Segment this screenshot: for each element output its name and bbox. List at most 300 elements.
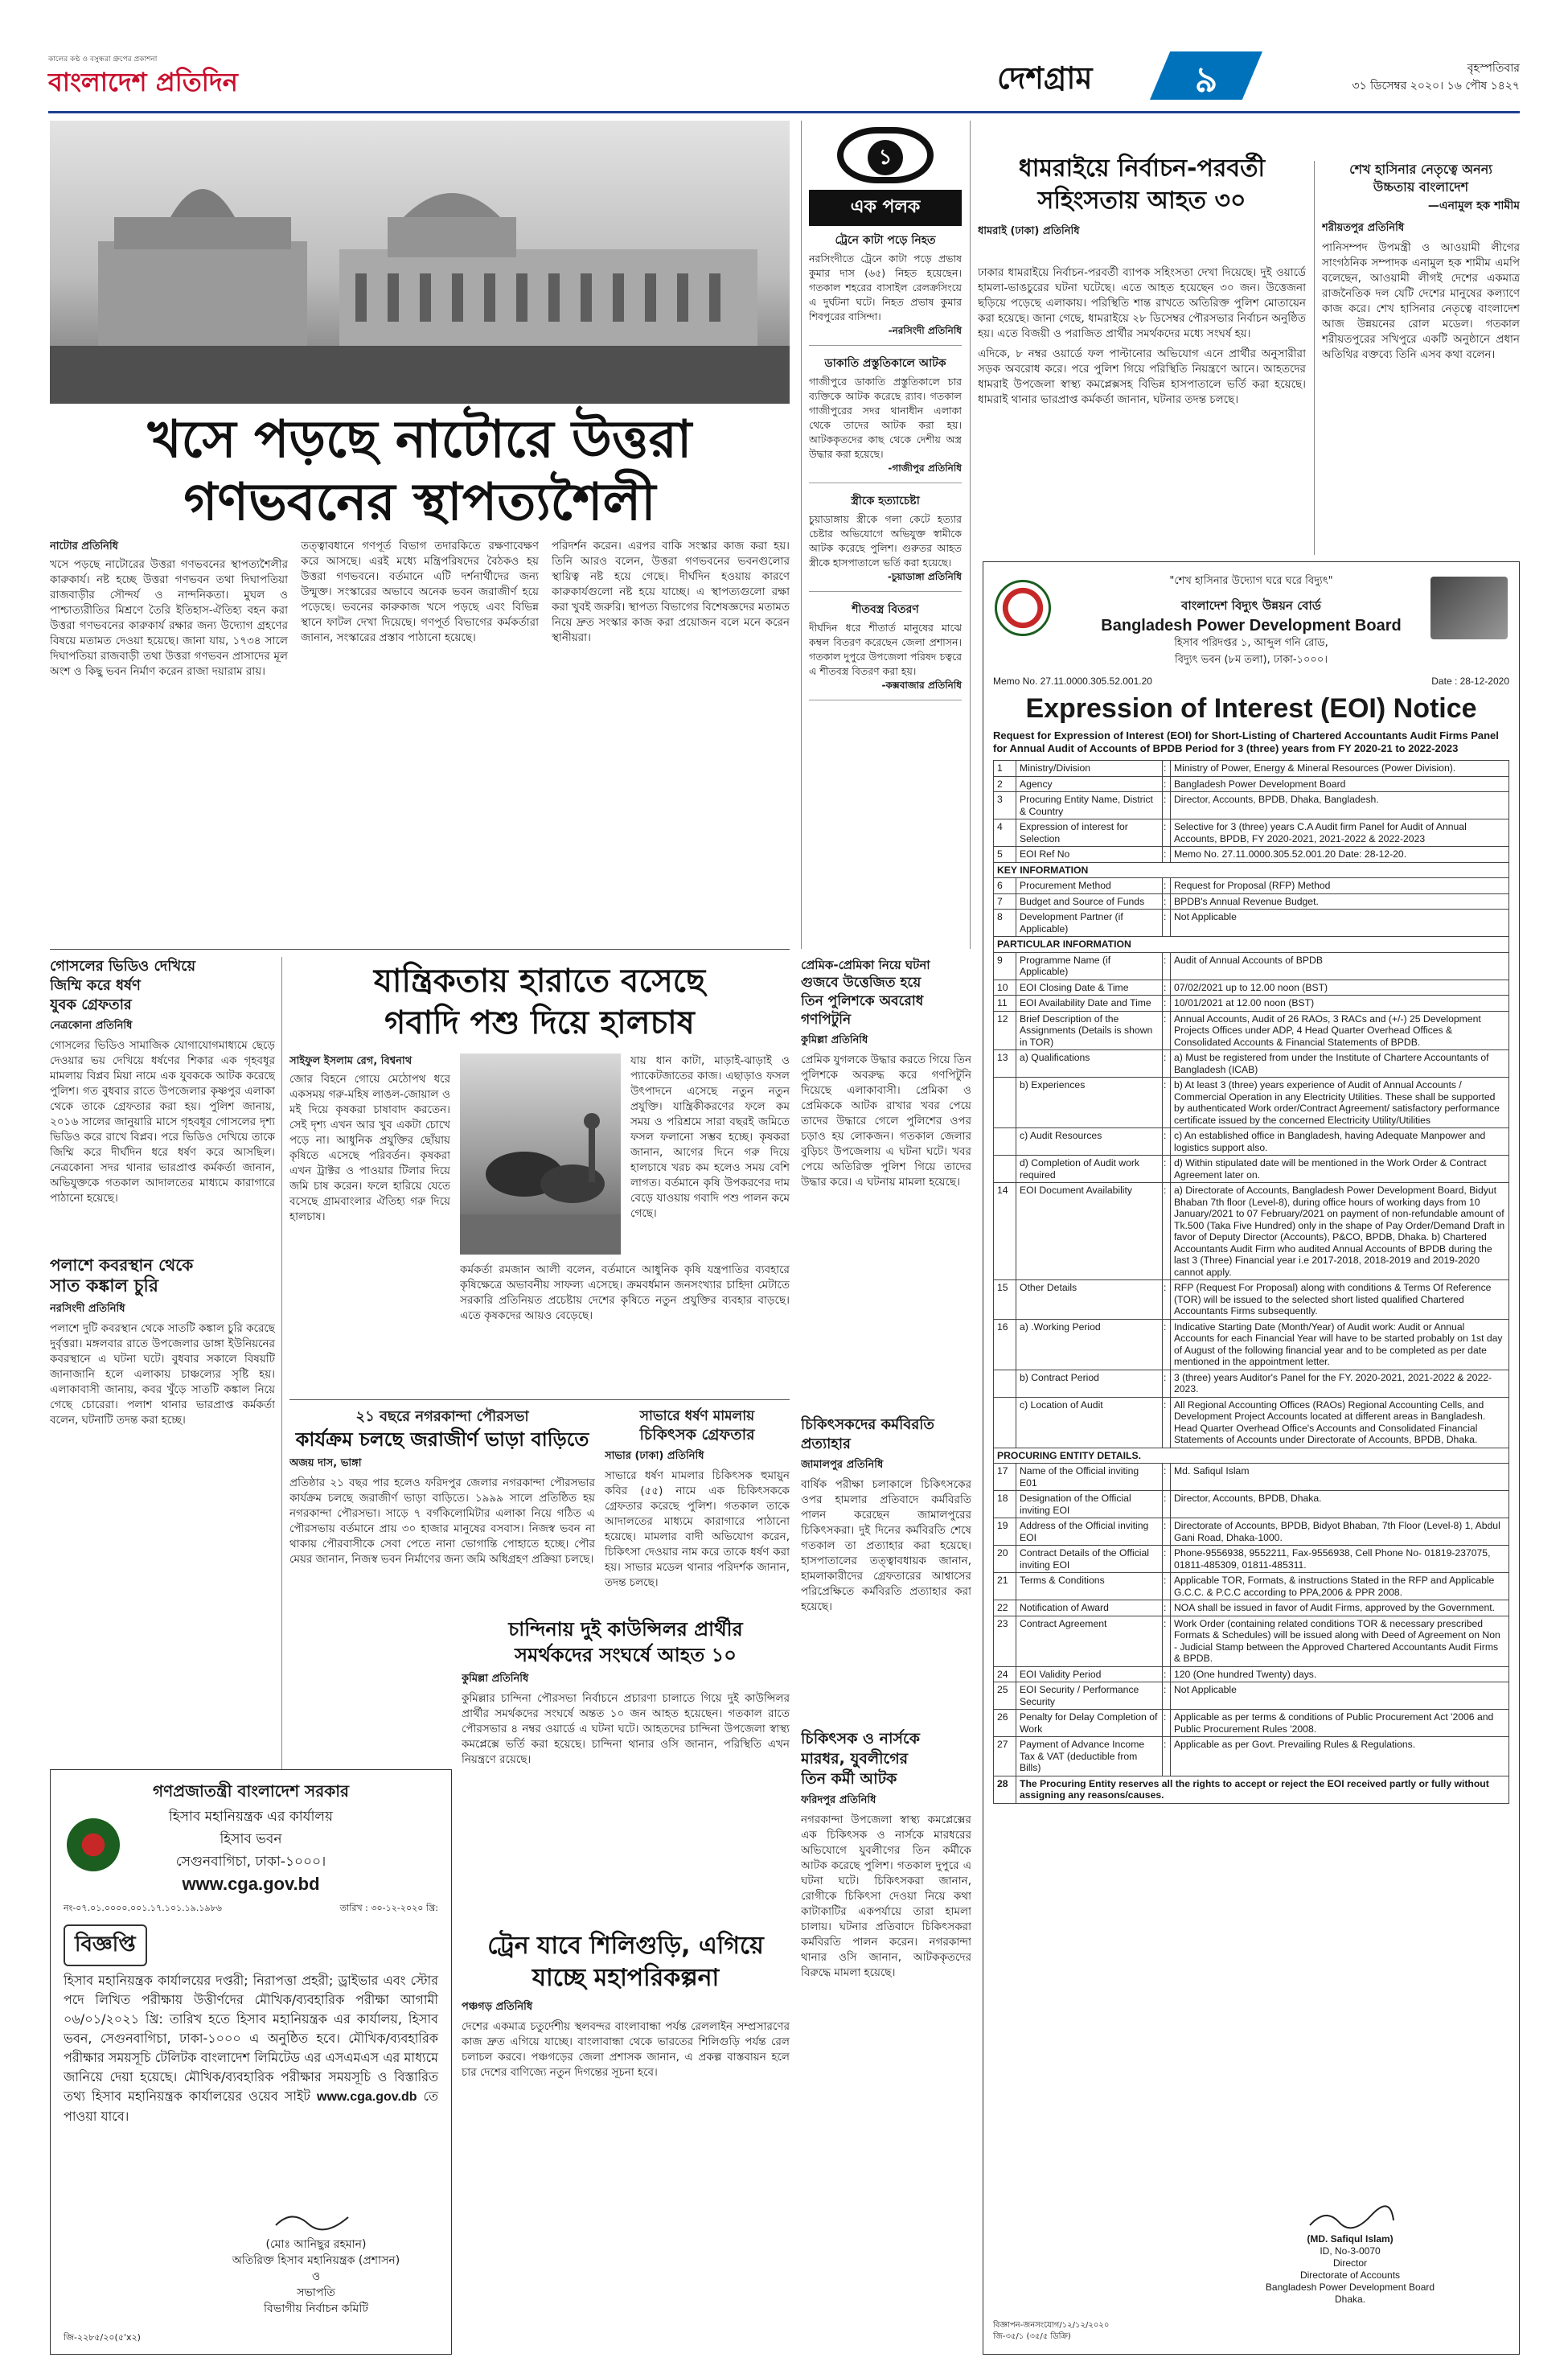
eoi-row-number: 24 xyxy=(994,1666,1016,1682)
plough-col3 xyxy=(460,1263,790,1391)
eoi-table-row xyxy=(994,952,1509,980)
eoi-table-row xyxy=(994,1050,1509,1078)
train-article xyxy=(462,1930,790,2171)
eoi-row-value: Request for Proposal (RFP) Method xyxy=(1171,878,1509,894)
eoi-row-number: 3 xyxy=(994,792,1016,819)
eoi-row-value: d) Within stipulated date will be mentioned in the Work Order & Contract Agreement later on. xyxy=(1171,1156,1509,1183)
eoi-row-colon: : xyxy=(1163,893,1171,910)
section-title: দেশগ্রাম xyxy=(997,60,1093,96)
cga-title: বিজ্ঞপ্তি xyxy=(64,1924,147,1966)
rule-plough-bottom xyxy=(289,1399,790,1400)
ek-palok-column xyxy=(809,121,962,949)
eoi-row-colon: : xyxy=(1163,1710,1171,1737)
eoi-row-key: Procurement Method xyxy=(1016,878,1163,894)
eoi-section-row xyxy=(994,1448,1509,1464)
eoi-bn-addr2: বিদ্যুৎ ভবন (৮ম তলা), ঢাকা-১০০০। xyxy=(1175,654,1328,666)
rape-body: গোসলের ভিডিও সামাজিক যোগাযোগমাধ্যমে ছেড়ে দেওয়ার ভয় দেখিয়ে ধর্ষণের শিকার এক গৃহবধূর মামলায় বিপ্লব মিয়া নামে এক যুবককে আটক করেছে পুলিশ। গত বুধবার রাতে উপজেলার কৃষ্ণপুর এলাকা থেকে তাকে গ্রেফতার করা হয়। পুলিশ জানায়, ২০১৬ সালের জানুয়ারি মাসে গৃহবধূর গোসলের দৃশ্য ভিডিও করে রাখে বিপ্লব। পরে ভিডিও দেখিয়ে তাকে জিম্মি করে দীর্ঘদিন ধরে ধর্ষণ করে আসছিল। নেত্রকোনা সদর থানার ভারপ্রাপ্ত কর্মকর্তা জানান, অভিযুক্তকে গতকাল আদালতের মাধ্যমে কারাগারে পাঠানো হয়েছে। xyxy=(50,1039,275,1205)
doctors-headline-line1: চিকিৎসকদের কর্মবিরতি xyxy=(801,1416,934,1433)
eoi-bn-org: বাংলাদেশ বিদ্যুৎ উন্নয়ন বোর্ড xyxy=(1181,598,1321,613)
eye-icon-number: ১ xyxy=(868,140,903,175)
eoi-row-number: 22 xyxy=(994,1600,1016,1616)
rule-rape-right xyxy=(281,957,282,1769)
eoi-slogan: "শেখ হাসিনার উদ্যোগ ঘরে ঘরে বিদ্যুৎ" xyxy=(1169,575,1333,587)
eoi-org: Bangladesh Power Development Board xyxy=(1101,617,1402,635)
palace-illustration xyxy=(50,121,790,404)
eoi-row-key: a) Qualifications xyxy=(1016,1050,1163,1078)
natore-headline xyxy=(50,409,790,534)
hasina-body: পানিসম্পদ উপমন্ত্রী ও আওয়ামী লীগের সাংগঠনিক সম্পাদক এনামুল হক শামীম এমপি বলেছেন, আওয়ামী লীগই দেশের একমাত্র রাজনৈতিক দল যেটি দেশের মানুষের কল্যাণে কাজ করে। শেখ হাসিনার নেতৃত্বে বাংলাদেশ আজ উন্নয়নের রোল মডেল। গতকাল শরীয়তপুরের সখিপুরে একটি অনুষ্ঠানে প্রধান অতিথির বক্তব্যে তিনি এসব কথা বলেন। xyxy=(1322,241,1520,361)
rape-byline: নেত্রকোনা প্রতিনিধি xyxy=(50,1020,133,1032)
eoi-row-number: 9 xyxy=(994,952,1016,980)
eoi-signature-scribble xyxy=(1229,2204,1471,2233)
plough-body-3: কর্মকর্তা রমজান আলী বলেন, বর্তমানে আধুনিক কৃষি যন্ত্রপাতির ব্যবহারে কৃষিক্ষেত্রে অভাবনীয় সাফল্য এসেছে। ক্রমবর্ধমান জনসংখ্যার চাহিদা মেটাতে সরকারি প্রতিনিয়ত প্রচেষ্টায় দেশের কৃষিতে নতুন প্রযুক্তির ব্যবহার বাড়ছে। এতে কৃষকদের আয়ও বেড়েছে। xyxy=(460,1263,790,1322)
eoi-table xyxy=(993,760,1509,1776)
eoi-signature-block xyxy=(1229,2204,1471,2306)
mujib-year-logo xyxy=(1430,577,1508,639)
eoi-row-value: Ministry of Power, Energy & Mineral Resources (Power Division). xyxy=(1171,761,1509,777)
ek-palok-item-title: শীতবস্ত্র বিতরণ xyxy=(852,603,919,616)
police-headline-line2: গুজবে উত্তেজিত হয়ে xyxy=(801,975,922,991)
train-headline-line2: যাচ্ছে মহাপরিকল্পনা xyxy=(532,1964,720,1992)
nagarkanda-byline: অজয় দাস, ভাঙ্গা xyxy=(289,1457,362,1469)
eoi-table-row xyxy=(994,847,1509,863)
eoi-row-number: 7 xyxy=(994,893,1016,910)
eoi-sig-id: ID, No-3-0070 xyxy=(1320,2245,1381,2257)
eoi-row-value: Applicable TOR, Formats, & instructions Stated in the RFP and Applicable G.C.C. & P.C.C according to PPA,2006 & PPR 2008. xyxy=(1171,1573,1509,1600)
eoi-row-value: Memo No. 27.11.0000.305.52.001.20 Date: 28-12-20. xyxy=(1171,847,1509,863)
cga-ref-row xyxy=(64,1901,438,1916)
eoi-row-key: b) Experiences xyxy=(1016,1078,1163,1128)
eoi-row-colon: : xyxy=(1163,1128,1171,1156)
eoi-row-key: Development Partner (if Applicable) xyxy=(1016,910,1163,937)
dhamrai-byline: ধামরাই (ঢাকা) প্রতিনিধি xyxy=(978,225,1080,237)
eoi-row-colon: : xyxy=(1163,761,1171,777)
eoi-row-key: Notification of Award xyxy=(1016,1600,1163,1616)
eoi-footer-code2: জি-৩৫/১ (৩৫/৫ ডিক্রি) xyxy=(993,2332,1071,2341)
natore-byline: নাটোর প্রতিনিধি xyxy=(50,540,118,552)
eoi-row-number: 4 xyxy=(994,819,1016,847)
doctors-byline: জামালপুর প্রতিনিধি xyxy=(801,1459,884,1471)
natore-headline-line2: গণভবনের স্থাপত্যশৈলী xyxy=(183,473,656,532)
doctors-headline-line2: প্রত্যাহার xyxy=(801,1435,851,1452)
eoi-row-value: Applicable as per Govt. Prevailing Rules & Regulations. xyxy=(1171,1737,1509,1776)
dhamrai-headline-line2: সহিংসতায় আহত ৩০ xyxy=(1037,187,1246,215)
eoi-sig-title1: Director xyxy=(1332,2257,1367,2269)
cga-body-web[interactable]: www.cga.gov.db xyxy=(317,2090,417,2104)
eoi-table-row xyxy=(994,1682,1509,1710)
section-banner xyxy=(949,51,1254,100)
issue-date: ৩১ ডিসেম্বর ২০২০। ১৬ পৌষ ১৪২৭ xyxy=(1352,80,1520,92)
eoi-row-key: Contract Agreement xyxy=(1016,1616,1163,1666)
chandina-headline-line2: সমর্থকদের সংঘর্ষে আহত ১০ xyxy=(515,1644,737,1666)
eoi-row-number xyxy=(994,1128,1016,1156)
eoi-row-colon: : xyxy=(1163,1370,1171,1397)
faridpur-body: নগরকান্দা উপজেলা স্বাস্থ্য কমপ্লেক্সের এক চিকিৎসক ও নার্সকে মারধরের অভিযোগে যুবলীগের তিন কর্মীকে আটক করেছে পুলিশ। গতকাল দুপুরে এ ঘটনা ঘটে। চিকিৎসকরা জানান, রোগীকে চিকিৎসা দেওয়া নিয়ে কথা কাটাকাটির একপর্যায়ে তারা হামলা চালায়। ঘটনার প্রতিবাদে চিকিৎসকরা কর্মবিরতি পালন করেন। নগরকান্দা থানার ওসি জানান, আটককৃতদের বিরুদ্ধে মামলা হয়েছে। xyxy=(801,1813,971,1979)
eoi-row-number: 27 xyxy=(994,1737,1016,1776)
eoi-table-row xyxy=(994,819,1509,847)
eoi-row-colon: : xyxy=(1163,1600,1171,1616)
eoi-table-row xyxy=(994,1078,1509,1128)
eoi-row-key: Budget and Source of Funds xyxy=(1016,893,1163,910)
eoi-row-colon: : xyxy=(1163,910,1171,937)
faridpur-article xyxy=(801,1729,971,2340)
cga-footer-code: জি-২২৮৫/২০(৫'x২) xyxy=(64,2332,141,2343)
eoi-notice xyxy=(983,561,1520,2355)
weekday: বৃহস্পতিবার xyxy=(1467,62,1520,75)
eoi-row-28-num: 28 xyxy=(994,1776,1016,1803)
eoi-row-colon: : xyxy=(1163,980,1171,996)
eoi-row-number: 14 xyxy=(994,1183,1016,1280)
eoi-row-colon: : xyxy=(1163,1078,1171,1128)
eoi-section-row xyxy=(994,937,1509,953)
eoi-row-colon: : xyxy=(1163,1737,1171,1776)
eoi-row-key: c) Location of Audit xyxy=(1016,1397,1163,1448)
eoi-row-value: a) Directorate of Accounts, Bangladesh Power Development Board, Bidyut Bhaban 7th floor (Level-8), during office hours of working days from 10 January/2021 to 07 February/2021 on payment of non-refundable amount of Tk.500 (Taka Five Hundred) only in the shape of Pay Order/Demand Draft in favor of Deputy Director (Accounts), P&CO, BPDB, Dhaka. b) Chartered Accountants Audit Firm who audited Annual Accounts of BPDB during the last 3 (Three) Financial year i.e 2017-2018, 2018-2019 and 2019-2020 cannot apply. xyxy=(1171,1183,1509,1280)
savar-headline-line1: সাভারে ধর্ষণ মামলায় xyxy=(639,1408,755,1424)
ek-palok-item-title: স্ত্রীকে হত্যাচেষ্টা xyxy=(851,495,920,507)
eoi-row-key: Expression of interest for Selection xyxy=(1016,819,1163,847)
nagarkanda-article xyxy=(289,1407,595,1608)
eoi-table-row xyxy=(994,910,1509,937)
eoi-row-colon: : xyxy=(1163,792,1171,819)
savar-body: সাভারে ধর্ষণ মামলার চিকিৎসক হুমায়ুন কবির (৫৫) নামে এক চিকিৎসককে গ্রেফতার করেছে পুলিশ। গতকাল তাকে আদালতের মাধ্যমে কারাগারে পাঠানো হয়েছে। মামলার বাদী অভিযোগ করেন, চিকিৎসা দেওয়ার নাম করে তাকে ধর্ষণ করা হয়। সাভার মডেল থানার পরিদর্শক জানান, তদন্ত চলছে। xyxy=(605,1469,790,1589)
ek-palok-item-body: দীর্ঘদিন ধরে শীতার্ত মানুষের মাঝে কম্বল বিতরণ করেছেন জেলা প্রশাসন। গতকাল দুপুরে উপজেলা পরিষদ চত্বরে এ শীতবস্ত্র বিতরণ করা হয়। xyxy=(809,622,962,677)
eoi-title: Expression of Interest (EOI) Notice xyxy=(1025,693,1477,724)
eoi-row-number xyxy=(994,1078,1016,1128)
rape-article xyxy=(50,957,275,1247)
rule-hasina-left xyxy=(1314,161,1315,555)
chandina-headline-line1: চান্দিনায় দুই কাউন্সিলর প্রার্থীর xyxy=(508,1618,743,1641)
eoi-row-number: 10 xyxy=(994,980,1016,996)
eoi-row-colon: : xyxy=(1163,1546,1171,1573)
rape-headline-line1: গোসলের ভিডিও দেখিয়ে xyxy=(50,958,196,975)
natore-col2 xyxy=(301,539,539,941)
eoi-row-colon: : xyxy=(1163,1319,1171,1370)
brand-logo[interactable] xyxy=(48,53,289,103)
eoi-row-number: 16 xyxy=(994,1319,1016,1370)
eoi-row-value: c) An established office in Bangladesh, having Adequate Manpower and logistics support also. xyxy=(1171,1128,1509,1156)
eoi-row-colon: : xyxy=(1163,1518,1171,1546)
eoi-table-row xyxy=(994,1737,1509,1776)
eoi-row-number: 21 xyxy=(994,1573,1016,1600)
cga-header1: গণপ্রজাতন্ত্রী বাংলাদেশ সরকার xyxy=(153,1781,349,1801)
nagarkanda-headline-line1: ২১ বছরে নগরকান্দা পৌরসভা xyxy=(355,1408,529,1425)
eoi-table-row xyxy=(994,1616,1509,1666)
natore-body-2: তত্ত্বাবধানে গণপূর্ত বিভাগ তদারকিতে রক্ষণাবেক্ষণ করে আসছে। এরই মধ্যে মন্ত্রিপরিষদের বৈঠকও হয় উত্তরা গণভবনে। বর্তমানে এটি দর্শনার্থীদের জন্য উন্মুক্ত। সংস্কারের অভাবে অনেক ভবন জরাজীর্ণ হয়ে পড়েছে। ভবনের কারুকাজ খসে পড়ছে এবং বিভিন্ন স্থানে ফাটল দেখা দিয়েছে। গণপূর্ত বিভাগের কর্মকর্তারা জানান, সংস্কারের প্রস্তাব পাঠানো হয়েছে। xyxy=(301,540,539,644)
rule-dhamrai-left xyxy=(970,121,971,949)
eoi-date: Date : 28-12-2020 xyxy=(1431,676,1509,687)
eoi-sig-title4: Dhaka. xyxy=(1334,2294,1366,2305)
eoi-row-value: Selective for 3 (three) years C.A Audit firm Panel for Audit of Annual Accounts, BPDB, FY 2020-2021, 2021-2022 & 2022-2023 xyxy=(1171,819,1509,847)
eoi-section-label: PROCURING ENTITY DETAILS. xyxy=(994,1448,1509,1464)
eoi-row-key: Brief Description of the Assignments (Details is shown in TOR) xyxy=(1016,1011,1163,1050)
eoi-row-value: Annual Accounts, Audit of 26 RAOs, 3 RACs and (+/-) 25 Development Projects Offices under ADP, 4 Head Quarter Overhead Offices & Consolidated Accounts & Financial Statements of BPDB. xyxy=(1171,1011,1509,1050)
ek-palok-list xyxy=(809,231,962,700)
eoi-memo-row xyxy=(993,676,1509,687)
hasina-article xyxy=(1322,161,1520,555)
eoi-row-28 xyxy=(993,1776,1509,1804)
eoi-table-row xyxy=(994,1397,1509,1448)
gonobhaban-photo xyxy=(50,121,790,404)
ek-palok-item-body: চুয়াডাঙ্গায় স্ত্রীকে গলা কেটে হত্যার চেষ্টার অভিযোগে অভিযুক্ত স্বামীকে আটক করেছে পুলিশ। গুরুতর আহত স্ত্রীকে হাসপাতালে ভর্তি করা হয়েছে। xyxy=(809,513,962,569)
eoi-table-row xyxy=(994,1573,1509,1600)
eoi-section-label: KEY INFORMATION xyxy=(994,862,1509,878)
eoi-row-colon: : xyxy=(1163,1050,1171,1078)
hasina-author: —এনামুল হক শামীম xyxy=(1427,199,1520,212)
eoi-row-colon: : xyxy=(1163,1011,1171,1050)
eoi-bn-addr1: হিসাব পরিদপ্তর ১, আব্দুল গনি রোড, xyxy=(1174,637,1328,649)
eoi-row-value: b) At least 3 (three) years experience of Audit of Annual Accounts / Commercial Operation in any Electricity Utilities. These shall be supported by authenticated Work order/Contract Agreement/ satisfactory performance certificate issued by the concerned Electricity Utility/Utilities xyxy=(1171,1078,1509,1128)
eoi-row-colon: : xyxy=(1163,1491,1171,1518)
eoi-row-value: All Regional Accounting Offices (RAOs) Regional Accounting Cells, and Development Project Accounts located at different areas in Bangladesh. Head Quarter Overhead Office's Accounts and Consolidated Financial Statements of Accounts under Directorate of Accounts, BPDB, Dhaka. xyxy=(1171,1397,1509,1448)
eoi-table-row xyxy=(994,980,1509,996)
cga-date: তারিখ : ৩০-১২-২০২০ খ্রি: xyxy=(339,1903,438,1913)
ek-palok-item-body: গাজীপুরে ডাকাতি প্রস্তুতিকালে চার ব্যক্তিকে আটক করেছে র‌্যাব। গতকাল গাজীপুরের সদর থানাধীন এলাকা থেকে তাদের আটক করা হয়। আটককৃতদের কাছ থেকে দেশীয় অস্ত্র উদ্ধার করা হয়েছে। xyxy=(809,376,962,460)
eoi-row-key: Name of the Official inviting E01 xyxy=(1016,1464,1163,1491)
eoi-row-key: Address of the Official inviting EOI xyxy=(1016,1518,1163,1546)
police-article xyxy=(801,957,971,1407)
train-byline: পঞ্চগড় প্রতিনিধি xyxy=(462,2001,533,2013)
eoi-row-colon: : xyxy=(1163,847,1171,863)
eoi-row-value: Indicative Starting Date (Month/Year) of Audit work: Audit or Annual Accounts for each Financial Year will have to be started probably on 1st day of August of the following financial year and to be completed as per date mentioned in the appointment letter. xyxy=(1171,1319,1509,1370)
dhamrai-body-1: ঢাকার ধামরাইয়ে নির্বাচন-পরবর্তী ব্যাপক সহিংসতা দেখা দিয়েছে। দুই ওয়ার্ডে হামলা-ভাঙচুরের ঘটনা ঘটেছে। এতে আহত হয়েছেন ৩০ জন। উত্তেজনা ছড়িয়ে পড়েছে এলাকায়। পরিস্থিতি শান্ত রাখতে অতিরিক্ত পুলিশ মোতায়েন করা হয়েছে। জানা গেছে, ধামরাইয়ে ২৮ ডিসেম্বর পৌরসভার নির্বাচন অনুষ্ঠিত হয়। এতে বিজয়ী ও পরাজিত প্রার্থীর সমর্থকদের মধ্যে সংঘর্ষ হয়। xyxy=(978,266,1306,340)
eoi-row-key: Terms & Conditions xyxy=(1016,1573,1163,1600)
faridpur-byline: ফরিদপুর প্রতিনিধি xyxy=(801,1794,876,1806)
natore-headline-line1: খসে পড়ছে নাটোরে উত্তরা xyxy=(147,410,692,470)
cga-signature-scribble xyxy=(268,2208,364,2232)
dateline xyxy=(1353,60,1520,95)
eoi-row-key: Penalty for Delay Completion of Work xyxy=(1016,1710,1163,1737)
eoi-row-key: Procuring Entity Name, District & Country xyxy=(1016,792,1163,819)
eoi-row-key: Payment of Advance Income Tax & VAT (deductible from Bills) xyxy=(1016,1737,1163,1776)
eoi-row-number: 23 xyxy=(994,1616,1016,1666)
eoi-row-value: 120 (One hundred Twenty) days. xyxy=(1171,1666,1509,1682)
eoi-row-number xyxy=(994,1156,1016,1183)
plough-body-1: জোর বিহনে গোয়ে মেঠোপথ ধরে একসময় গরু-মহিষ লাঙল-জোয়াল ও মই দিয়ে কৃষকরা চাষাবাদ করতেন। সেই দৃশ্য এখন আর খুব একটা চোখে পড়ে না। আধুনিক প্রযুক্তির ছোঁয়ায় কৃষিতে এসেছে পরিবর্তন। কৃষকরা এখন ট্রাক্টর ও পাওয়ার টিলার দিয়ে জমি চাষ করেন। ফলে হারিয়ে যেতে বসেছে গ্রামবাংলার ঐতিহ্য গরু দিয়ে হালচাষ। xyxy=(289,1073,450,1223)
eoi-row-number: 5 xyxy=(994,847,1016,863)
ek-palok-item-title: ডাকাতি প্রস্তুতিকালে আটক xyxy=(824,357,946,370)
eoi-row-number: 6 xyxy=(994,878,1016,894)
bones-headline-line1: পলাশে কবরস্থান থেকে xyxy=(50,1255,194,1275)
rape-headline-line2: জিম্মি করে ধর্ষণ xyxy=(50,977,141,994)
eoi-row-key: d) Completion of Audit work required xyxy=(1016,1156,1163,1183)
cga-website[interactable]: www.cga.gov.bd xyxy=(182,1874,320,1894)
eoi-row-28-text: The Procuring Entity reserves all the rights to accept or reject the EOI received partly or fully without assigning any reasons/causes. xyxy=(1020,1777,1489,1801)
natore-body-1: খসে পড়ছে নাটোরের উত্তরা গণভবনের স্থাপত্যশৈলীর কারুকার্য। নষ্ট হচ্ছে উত্তরা গণভবন তথা দিঘাপতিয়া রাজবাড়ীর সৌন্দর্য ও নান্দনিকতা। মুঘল ও পাশ্চাত্যরীতির মিশ্রণে তৈরি ইতিহাস-ঐতিহ্য বহন করা উত্তরা গণভবনের কারুকার্য রক্ষার জন্য উদ্যোগ গ্রহণের বিষয়ে মতামত দেওয়া হয়েছে। জানা যায়, ১৭৩৪ সালে দিঘাপতিয়া রাজবাড়ী তথা উত্তরা গণভবন প্রাসাদের মূল অংশ ও কিছু ভবন নির্মাণ করেন রাজা দয়ারাম রায়। xyxy=(50,558,288,678)
plough-headline-line1: যান্ত্রিকতায় হারাতে বসেছে xyxy=(373,963,706,1000)
eoi-row-value: Not Applicable xyxy=(1171,1682,1509,1710)
police-byline: কুমিল্লা প্রতিনিধি xyxy=(801,1034,868,1046)
ek-palok-item xyxy=(809,231,962,346)
cga-govt-logo xyxy=(67,1818,120,1871)
eoi-table-row xyxy=(994,776,1509,792)
dhamrai-body xyxy=(978,265,1306,555)
eoi-table-row xyxy=(994,1128,1509,1156)
cga-header4: সেগুনবাগিচা, ঢাকা-১০০০। xyxy=(175,1854,326,1870)
eoi-table-row xyxy=(994,1600,1509,1616)
eoi-row-key: Designation of the Official inviting EOI xyxy=(1016,1491,1163,1518)
eoi-row-colon: : xyxy=(1163,1616,1171,1666)
natore-col1 xyxy=(50,539,288,941)
natore-body-3: পরিদর্শন করেন। এরপর বাকি সংস্কার কাজ করা হয়। তিনি আরও বলেন, উত্তরা গণভবনের ভবনগুলোর স্থায়িত্ব নষ্ট হয়ে গেছে। দীর্ঘদিন হওয়ায় কারণে কারুকার্যগুলো নষ্ট হয়ে যাচ্ছে। এ স্থাপত্যগুলো রক্ষা করা খুবই জরুরি। স্থাপত্য বিভাগের বিশেষজ্ঞদের মতামত নিয়ে দ্রুত সংস্কার কাজ করা প্রয়োজন বলে মনে করেন স্থানীয়রা। xyxy=(552,540,790,644)
eoi-row-value: Bangladesh Power Development Board xyxy=(1171,776,1509,792)
eoi-row-colon: : xyxy=(1163,1464,1171,1491)
doctors-body: বার্ষিক পরীক্ষা চলাকালে চিকিৎসকের ওপর হামলার প্রতিবাদে কর্মবিরতি পালন করেছেন জামালপুরের চিকিৎসকরা। দুই দিনের কর্মবিরতি শেষে গতকাল তা প্রত্যাহার করা হয়েছে। হাসপাতালের তত্ত্বাবধায়ক জানান, হামলাকারীদের গ্রেফতারের আশ্বাসের পরিপ্রেক্ষিতে কর্মবিরতি প্রত্যাহার করা হয়েছে। xyxy=(801,1478,971,1613)
eye-icon xyxy=(837,127,934,183)
eoi-table-row xyxy=(994,1011,1509,1050)
bones-headline-line2: সাত কঙ্কাল চুরি xyxy=(50,1276,158,1296)
eoi-row-key: EOI Validity Period xyxy=(1016,1666,1163,1682)
eoi-row-value: 3 (three) years Auditor's Panel for the FY. 2020-2021, 2021-2022 & 2022-2023. xyxy=(1171,1370,1509,1397)
plough-col1 xyxy=(289,1054,450,1391)
eoi-row-key: Other Details xyxy=(1016,1280,1163,1320)
eoi-row-value: Not Applicable xyxy=(1171,910,1509,937)
cga-signature-block xyxy=(195,2208,437,2317)
plough-body-2: যায় ধান কাটা, মাড়াই-ঝাড়াই ও প্যাকেটজাতের কাজ। এছাড়াও ফসল উৎপাদনে এসেছে নতুন নতুন প্রযুক্তি। যান্ত্রিকীকরণের ফলে কম সময় ও পরিশ্রমে সারা বছরই জমিতে ফসল ফলানো সম্ভব হচ্ছে। কৃষকরা জানান, আগের দিনে গরু দিয়ে হালচাষে খরচ কম হলেও সময় বেশি লাগত। বর্তমানে কৃষি উপকরণের দাম বেড়ে যাওয়ায় গবাদি পশু পালন কমে গেছে। xyxy=(630,1054,790,1220)
logo-tagline: কালের কণ্ঠ ও বসুন্ধরা গ্রুপের প্রকাশনা xyxy=(48,55,158,64)
natore-col3 xyxy=(552,539,790,941)
eoi-section-label: PARTICULAR INFORMATION xyxy=(994,937,1509,953)
eoi-row-value: Md. Safiqul Islam xyxy=(1171,1464,1509,1491)
eoi-table-row xyxy=(994,1183,1509,1280)
eoi-table-row xyxy=(994,1280,1509,1320)
ek-palok-item-credit: -নরসিংদী প্রতিনিধি xyxy=(888,325,962,336)
eoi-row-colon: : xyxy=(1163,1682,1171,1710)
eoi-row-value: Work Order (containing related conditions TOR & necessary prescribed Formats & Schedules) will be issued along with Deed of Agreement on Non - Judicial Stamp between the Approved Chartered Accountants Audit Firms & BPDB. xyxy=(1171,1616,1509,1666)
eoi-table-row xyxy=(994,761,1509,777)
eoi-row-key: Contract Details of the Official inviting EOI xyxy=(1016,1546,1163,1573)
ek-palok-item-credit: -কক্সবাজার প্রতিনিধি xyxy=(881,680,962,691)
eoi-row-colon: : xyxy=(1163,1280,1171,1320)
eoi-table-row xyxy=(994,996,1509,1012)
plough-byline: সাইফুল ইসলাম রেগ, বিশ্বনাথ xyxy=(289,1055,413,1067)
eoi-table-row xyxy=(994,1491,1509,1518)
eoi-row-colon: : xyxy=(1163,1666,1171,1682)
eoi-row-value: RFP (Request For Proposal) along with conditions & Terms Of Reference (TOR) will be issued to the selected short listed qualified Chartered Accountants Firms subsequently. xyxy=(1171,1280,1509,1320)
eoi-sig-name: (MD. Safiqul Islam) xyxy=(1307,2233,1394,2245)
bones-body: পলাশে দুটি কবরস্থান থেকে সাতটি কঙ্কাল চুরি করেছে দুর্বৃত্তরা। মঙ্গলবার রাতে উপজেলার ডাঙ্গা ইউনিয়নের কবরস্থানে এ ঘটনা ঘটে। বুধবার সকালে বিষয়টি জানাজানি হলে এলাকায় চাঞ্চল্যের সৃষ্টি হয়। এলাকাবাসী জানায়, কবর খুঁড়ে সাতটি কঙ্কাল নিয়ে গেছে চোরেরা। পলাশ থানার ভারপ্রাপ্ত কর্মকর্তা বলেন, ঘটনাটি তদন্ত করা হচ্ছে। xyxy=(50,1322,275,1427)
plough-photo xyxy=(460,1054,621,1255)
eoi-sig-title2: Directorate of Accounts xyxy=(1299,2269,1401,2281)
eoi-row-number: 26 xyxy=(994,1710,1016,1737)
eoi-row-value: a) Must be registered from under the Institute of Chartere Accountants of Bangladesh (ICAB) xyxy=(1171,1050,1509,1078)
page-number: ৯ xyxy=(1194,60,1218,101)
doctors-article xyxy=(801,1415,971,1721)
cga-body-end: তে পাওয়া যাবে। xyxy=(64,2089,438,2124)
faridpur-headline-line3: তিন কর্মী আটক xyxy=(801,1770,897,1788)
eoi-row-number: 8 xyxy=(994,910,1016,937)
eoi-row-key: EOI Document Availability xyxy=(1016,1183,1163,1280)
masthead-rule xyxy=(48,111,1520,113)
cga-sig-and: ও xyxy=(311,2270,321,2283)
police-body: প্রেমিক যুগলকে উদ্ধার করতে গিয়ে তিন পুলিশকে অবরুদ্ধ করে গণপিটুনি দিয়েছে এলাকাবাসী। প্রেমিকা ও প্রেমিককে আটক রাখার খবর পেয়ে তাদের উদ্ধারে গেলে পুলিশের ওপর চড়াও হয় লোকজন। গতকাল জেলার বুড়িচং উপজেলায় এ ঘটনা ঘটে। খবর পেয়ে অতিরিক্ত পুলিশ গিয়ে তাদের উদ্ধার করে। এ ঘটনায় মামলা হয়েছে। xyxy=(801,1054,971,1189)
eoi-row-number: 13 xyxy=(994,1050,1016,1078)
chandina-body: কুমিল্লার চান্দিনা পৌরসভা নির্বাচনে প্রচারণা চালাতে গিয়ে দুই কাউন্সিলর প্রার্থীর সমর্থকদের সংঘর্ষে অন্তত ১০ জন আহত হয়েছেন। গতকাল রাতে পৌরসভার ৪ নম্বর ওয়ার্ডে এ ঘটনা ঘটে। আহতদের চান্দিনা উপজেলা স্বাস্থ্য কমপ্লেক্সে ভর্তি করা হয়েছে। চান্দিনা থানার ওসি জানান, পরিস্থিতি এখন নিয়ন্ত্রণে রয়েছে। xyxy=(462,1692,790,1766)
eoi-row-key: Programme Name (if Applicable) xyxy=(1016,952,1163,980)
ek-palok-item xyxy=(809,354,962,483)
eoi-row-number: 25 xyxy=(994,1682,1016,1710)
hasina-headline-line1: শেখ হাসিনার নেতৃত্বে অনন্য xyxy=(1349,162,1492,177)
eoi-row-value: Director, Accounts, BPDB, Dhaka, Bangladesh. xyxy=(1171,792,1509,819)
eoi-subtitle: Request for Expression of Interest (EOI) for Short-Listing of Chartered Accountants Audit Firms Panel for Annual Audit of Accounts of BPDB Period for 3 (three) years from FY 2020-21 to 2022-2023 xyxy=(993,729,1499,754)
chandina-byline: কুমিল্লা প্রতিনিধি xyxy=(462,1673,529,1685)
eoi-row-value: Directorate of Accounts, BPDB, Bidyot Bhaban, 7th Floor (Level-8) 1, Abdul Gani Road, Dhaka-1000. xyxy=(1171,1518,1509,1546)
eoi-row-number: 18 xyxy=(994,1491,1016,1518)
eoi-row-number: 1 xyxy=(994,761,1016,777)
bones-article xyxy=(50,1255,275,1520)
plough-headline-line2: গবাদি পশু দিয়ে হালচাষ xyxy=(384,1004,695,1041)
police-headline-line4: গণপিটুনি xyxy=(801,1012,852,1028)
savar-headline-line2: চিকিৎসক গ্রেফতার xyxy=(639,1426,755,1444)
cga-header2: হিসাব মহানিয়ন্ত্রক এর কার্যালয় xyxy=(168,1809,334,1825)
rule-natore-bottom xyxy=(50,949,790,950)
dhamrai-headline-line1: ধামরাইয়ে নির্বাচন-পরবর্তী xyxy=(1018,154,1266,183)
cga-sig-title: অতিরিক্ত হিসাব মহানিয়ন্ত্রক (প্রশাসন) xyxy=(232,2254,400,2267)
eoi-table-row xyxy=(994,1666,1509,1682)
bones-byline: নরসিংদী প্রতিনিধি xyxy=(50,1303,125,1315)
cga-body-wrap xyxy=(64,1971,438,2126)
rape-headline-line3: যুবক গ্রেফতার xyxy=(50,996,132,1013)
eoi-row-key: EOI Ref No xyxy=(1016,847,1163,863)
eoi-memo: Memo No. 27.11.0000.305.52.001.20 xyxy=(993,676,1152,687)
eoi-row-colon: : xyxy=(1163,819,1171,847)
cga-sig-committee: বিভাগীয় নির্বাচন কমিটি xyxy=(264,2302,368,2315)
train-body: দেশের একমাত্র চতুর্দেশীয় স্থলবন্দর বাংলাবান্ধা পর্যন্ত রেললাইন সম্প্রসারণের কাজ দ্রুত এগিয়ে যাচ্ছে। বাংলাবান্ধা থেকে ভারতের শিলিগুড়ি পর্যন্ত রেল চলাচল করবে। পঞ্চগড়ের জেলা প্রশাসক জানান, এ প্রকল্প বাস্তবায়ন হলে চার দেশের বাণিজ্যে নতুন দিগন্তের সূচনা হবে। xyxy=(462,2020,790,2079)
ek-palok-item-credit: -চুয়াডাঙ্গা প্রতিনিধি xyxy=(887,571,962,582)
buffalo-illustration xyxy=(460,1054,621,1255)
eoi-row-value: Applicable as per terms & conditions of Public Procurement Act '2006 and Public Procurement Rules '2008. xyxy=(1171,1710,1509,1737)
eoi-footer-code1: বিজ্ঞাপন-জনসংযোগ/১২/১২/২০২০ xyxy=(993,2321,1110,2330)
eoi-table-row xyxy=(994,1156,1509,1183)
eoi-table-row xyxy=(994,1710,1509,1737)
cga-sig-role: সভাপতি xyxy=(297,2286,335,2299)
eoi-row-number xyxy=(994,1370,1016,1397)
eoi-table-row xyxy=(994,878,1509,894)
dhamrai-article xyxy=(978,153,1306,244)
eoi-row-number: 15 xyxy=(994,1280,1016,1320)
eoi-row-colon: : xyxy=(1163,878,1171,894)
eoi-sig-title3: Bangladesh Power Development Board xyxy=(1265,2282,1435,2293)
logo-text: বাংলাদেশ প্রতিদিন xyxy=(48,67,238,97)
eoi-row-value: 10/01/2021 at 12.00 noon (BST) xyxy=(1171,996,1509,1012)
eoi-row-number: 20 xyxy=(994,1546,1016,1573)
eoi-row-key: Agency xyxy=(1016,776,1163,792)
eoi-row-colon: : xyxy=(1163,1573,1171,1600)
ek-palok-item-body: নরসিংদীতে ট্রেনে কাটা পড়ে প্রভাষ কুমার দাস (৬৫) নিহত হয়েছেন। গতকাল শহরের বাসাইল রেলক্রসিংয়ে এ দুর্ঘটনা ঘটে। নিহত প্রভাষ কুমার শিবপুরের বাসিন্দা। xyxy=(809,253,962,322)
cga-sig-name: (মোঃ আনিছুর রহমান) xyxy=(265,2238,367,2251)
nagarkanda-body: প্রতিষ্ঠার ২১ বছর পার হলেও ফরিদপুর জেলার নগরকান্দা পৌরসভার কার্যক্রম চলছে জরাজীর্ণ ভাড়া বাড়িতে। ১৯৯৯ সালে প্রতিষ্ঠিত হয় নগরকান্দা পৌরসভা। সাড়ে ৭ বর্গকিলোমিটার এলাকা নিয়ে গঠিত এ পৌরসভায় বর্তমানে প্রায় ৩০ হাজার মানুষের বসবাস। নিজস্ব ভবন না থাকায় পৌরবাসীকে সেবা পেতে নানা ভোগান্তি পোহাতে হচ্ছে। পৌর মেয়র জানান, নিজস্ব ভবন নির্মাণের জন্য জমি অধিগ্রহণ প্রক্রিয়া চলছে। xyxy=(289,1477,595,1566)
eoi-row-number: 11 xyxy=(994,996,1016,1012)
eoi-row-colon: : xyxy=(1163,952,1171,980)
ek-palok-item xyxy=(809,491,962,592)
cga-header3: হিসাব ভবন xyxy=(220,1831,282,1847)
eoi-table-row xyxy=(994,1464,1509,1491)
eoi-row-key: c) Audit Resources xyxy=(1016,1128,1163,1156)
eoi-row-number: 12 xyxy=(994,1011,1016,1050)
hasina-headline-line2: উচ্চতায় বাংলাদেশ xyxy=(1373,179,1469,195)
chandina-article xyxy=(462,1616,790,1922)
eoi-row-colon: : xyxy=(1163,1156,1171,1183)
faridpur-headline-line2: মারধর, যুবলীগের xyxy=(801,1750,909,1768)
faridpur-headline-line1: চিকিৎসক ও নার্সকে xyxy=(801,1730,920,1748)
eoi-footer-codes xyxy=(993,2320,1109,2343)
eoi-row-key: b) Contract Period xyxy=(1016,1370,1163,1397)
eoi-row-value: Director, Accounts, BPDB, Dhaka. xyxy=(1171,1491,1509,1518)
eoi-table-row xyxy=(994,893,1509,910)
train-headline-line1: ট্রেন যাবে শিলিগুড়ি, এগিয়ে xyxy=(487,1932,764,1960)
ek-palok-item-title: ট্রেনে কাটা পড়ে নিহত xyxy=(835,234,936,247)
eoi-row-number: 17 xyxy=(994,1464,1016,1491)
